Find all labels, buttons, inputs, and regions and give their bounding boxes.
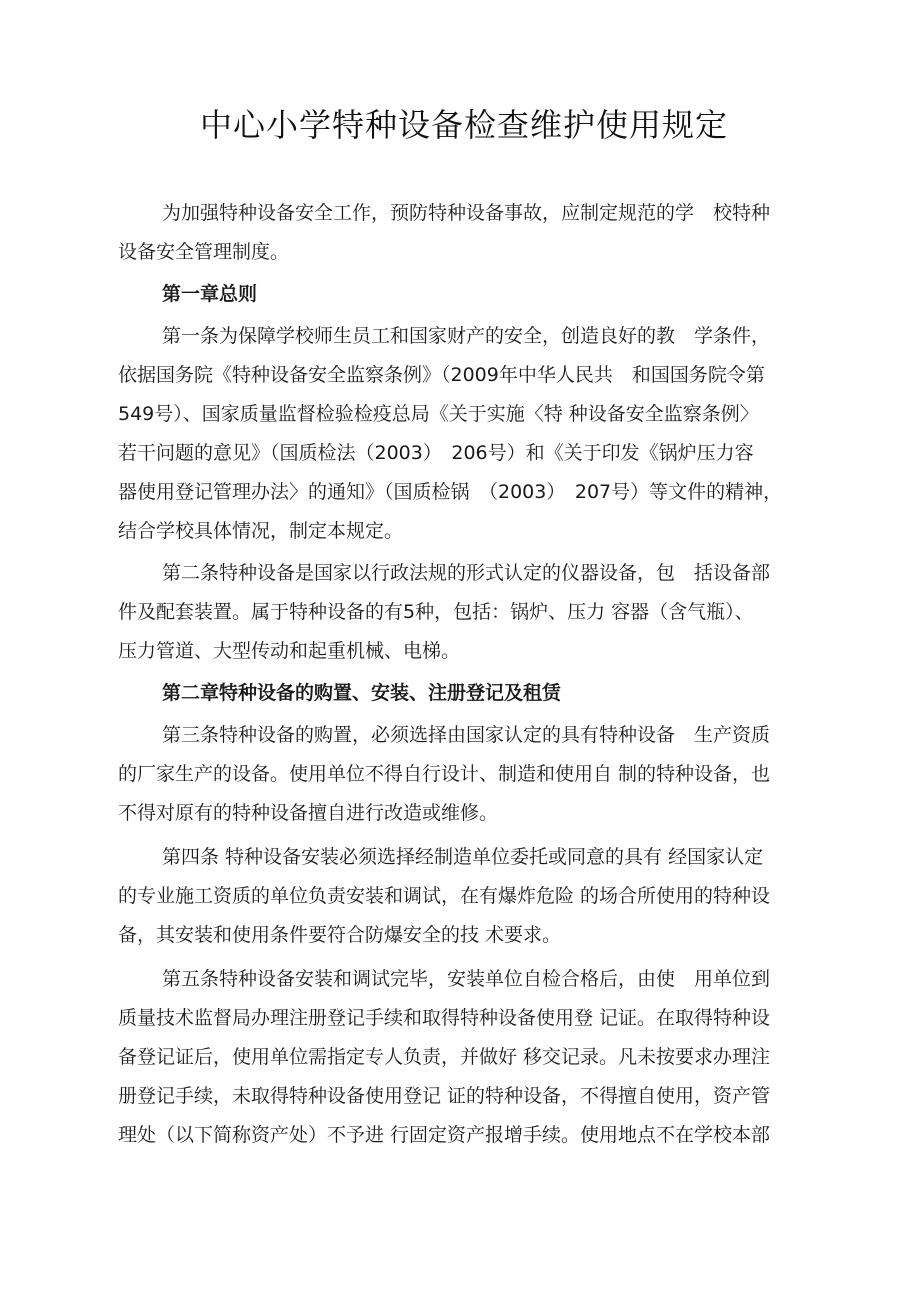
paragraph-line: 若干问题的意见》（国质检法（2003） 206号）和《关于印发《锅炉压力容 [118,442,754,464]
paragraph-line: 设备安全管理制度。 [118,241,290,263]
paragraph-line: 的专业施工资质的单位负责安装和调试，在有爆炸危险 的场合所使用的特种设 [118,885,771,907]
paragraph-line: 理处（以下简称资产处）不予进 行固定资产报增手续。使用地点不在学校本部 [118,1124,771,1146]
chapter-heading: 第二章特种设备的购置、安装、注册登记及租赁 [162,682,562,704]
paragraph-line: 质量技术监督局办理注册登记手续和取得特种设备使用登 记证。在取得特种设 [118,1007,771,1029]
paragraph-line: 第三条特种设备的购置，必须选择由国家认定的具有特种设备 生产资质 [162,724,771,746]
paragraph-line: 结合学校具体情况，制定本规定。 [118,520,404,542]
paragraph-line: 册登记手续，未取得特种设备使用登记 证的特种设备，不得擅自使用，资产管 [118,1085,771,1107]
paragraph-line: 第二条特种设备是国家以行政法规的形式认定的仪器设备，包 括设备部 [162,562,771,584]
paragraph-line: 不得对原有的特种设备擅自进行改造或维修。 [118,802,499,824]
paragraph-line: 器使用登记管理办法〉的通知》（国质检锅 （2003） 207号）等文件的精神， [118,481,783,503]
paragraph-line: 第一条为保障学校师生员工和国家财产的安全，创造良好的教 学条件， [162,325,771,347]
paragraph-line: 备登记证后，使用单位需指定专人负责，并做好 移交记录。凡未按要求办理注 [118,1046,771,1068]
paragraph-line: 依据国务院《特种设备安全监察条例》（2009年中华人民共 和国国务院令第 [118,364,765,386]
paragraph-line: 备，其安装和使用条件要符合防爆安全的技 术要求。 [118,924,562,946]
paragraph-line: 第四条 特种设备安装必须选择经制造单位委托或同意的具有 经国家认定 [162,846,764,868]
paragraph-line: 件及配套装置。属于特种设备的有5种，包括：锅炉、压力 容器（含气瓶）、 [118,601,754,623]
chapter-heading: 第一章总则 [162,283,258,305]
paragraph-line: 第五条特种设备安装和调试完毕，安装单位自检合格后，由使 用单位到 [162,968,771,990]
paragraph-line: 压力管道、大型传动和起重机械、电梯。 [118,640,461,662]
paragraph-line: 549号）、国家质量监督检验检疫总局《关于实施〈特 种设备安全监察条例〉 [118,403,759,425]
document-title: 中心小学特种设备检查维护使用规定 [199,106,728,144]
paragraph-line: 为加强特种设备安全工作，预防特种设备事故，应制定规范的学 校特种 [162,202,771,224]
paragraph-line: 的厂家生产的设备。使用单位不得自行设计、制造和使用自 制的特种设备，也 [118,763,771,785]
